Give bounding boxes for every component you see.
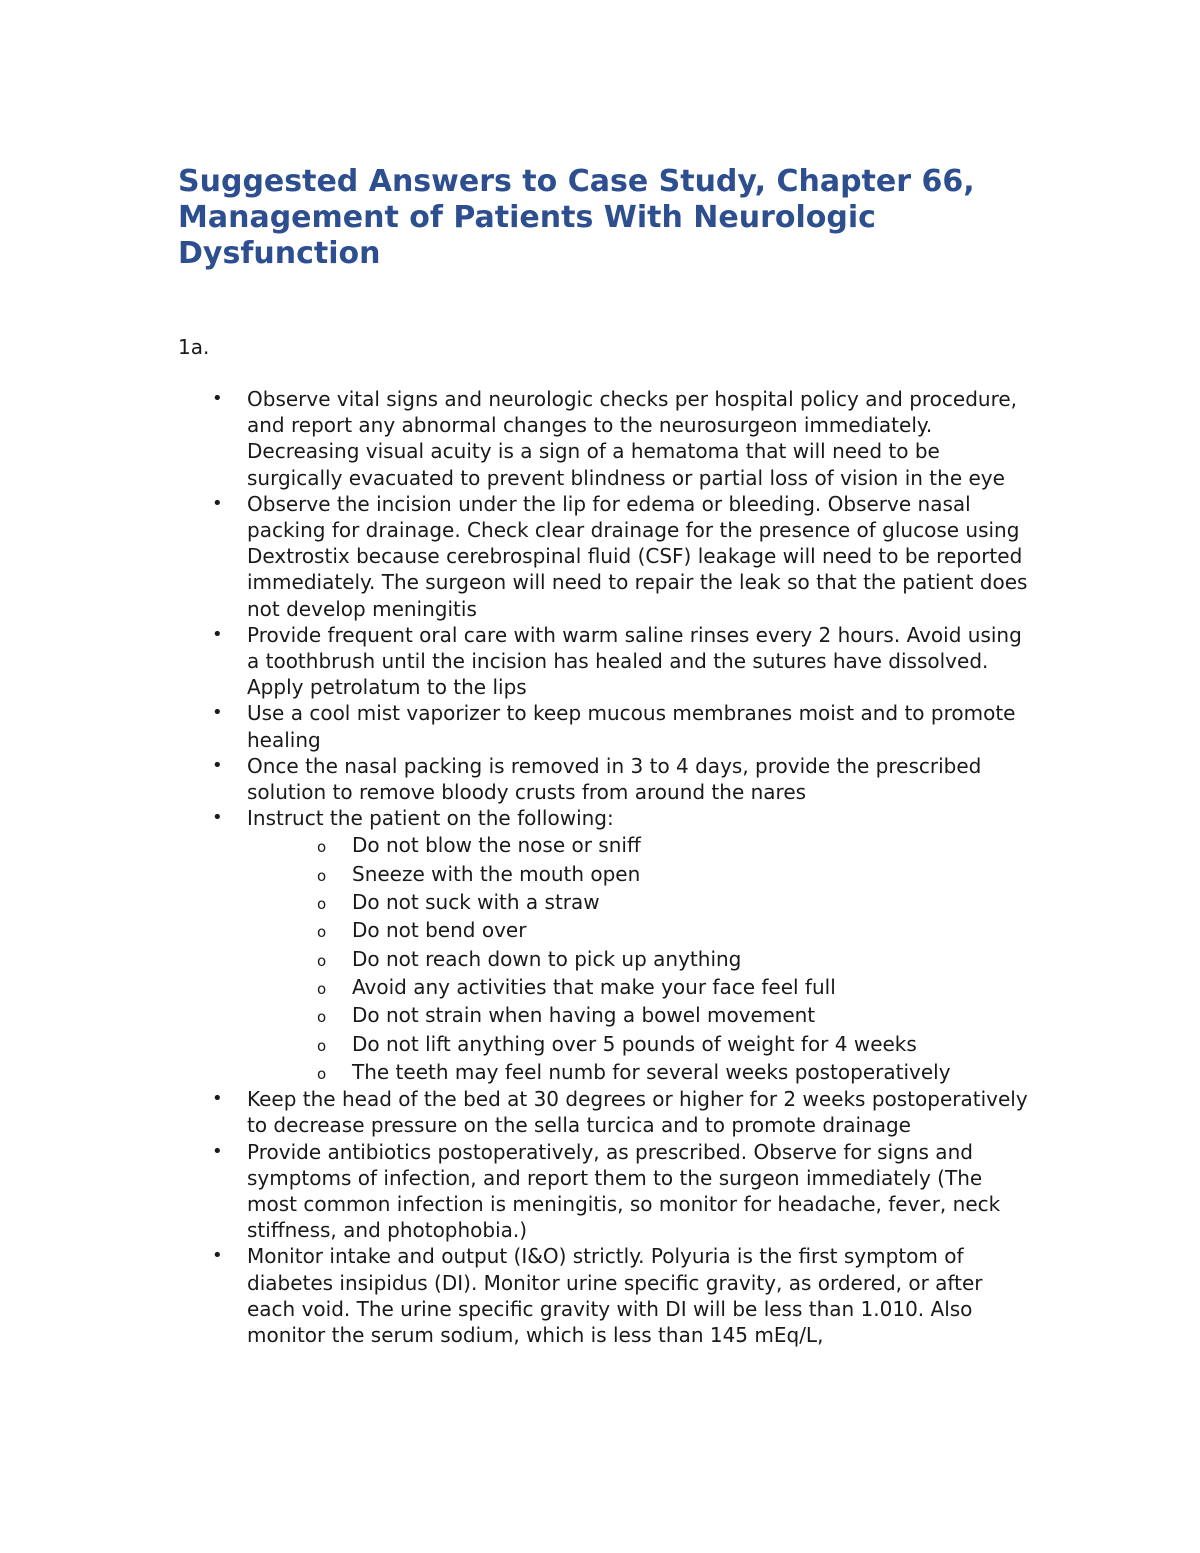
circle-bullet-icon: o <box>317 979 327 998</box>
sublist-item <box>317 973 1032 1001</box>
list-item-text: Observe the incision under the lip for edema or bleeding. Observe nasal packing for drainage. Check clear drainage for the presence of glucose using Dextrostix because cerebrospinal fluid (CSF) leakage will need to be reported immediately. The surgeon will need to repair the leak so that the patient does not develop meningitis <box>247 491 1028 621</box>
list-item <box>212 700 1032 752</box>
sublist-item-text: Do not reach down to pick up anything <box>352 946 742 971</box>
list-item-text: Provide antibiotics postoperatively, as prescribed. Observe for signs and symptoms of infection, and report them to the surgeon immediately (The most common infection is meningitis, so monitor for headache, fever, neck stiffness, and photophobia.) <box>247 1139 1001 1243</box>
list-item-text: Use a cool mist vaporizer to keep mucous membranes moist and to promote healing <box>247 701 1016 752</box>
bullet-icon: • <box>212 754 223 776</box>
bullet-icon: • <box>212 702 223 724</box>
bullet-icon: • <box>212 1140 223 1162</box>
circle-bullet-icon: o <box>317 838 327 857</box>
bullet-icon: • <box>212 1245 223 1267</box>
bullet-icon: • <box>212 1088 223 1110</box>
document-title: Suggested Answers to Case Study, Chapter 66, Management of Patients With Neurologic Dysfunction <box>178 164 975 271</box>
sublist-item-text: Avoid any activities that make your face feel full <box>352 974 836 999</box>
sublist-item <box>317 1030 1032 1058</box>
list-item <box>212 622 1032 701</box>
sublist-item <box>317 888 1032 916</box>
list-item <box>212 805 1032 1086</box>
circle-bullet-icon: o <box>317 866 327 885</box>
sublist-item-text: Sneeze with the mouth open <box>352 861 641 886</box>
bullet-icon: • <box>212 623 223 645</box>
bullet-icon: • <box>212 807 223 829</box>
list-item <box>212 491 1032 622</box>
sublist-item-text: Do not lift anything over 5 pounds of weight for 4 weeks <box>352 1031 917 1056</box>
circle-bullet-icon: o <box>317 895 327 914</box>
sublist-item <box>317 831 1032 859</box>
circle-bullet-icon: o <box>317 1064 327 1083</box>
list-item <box>212 753 1032 805</box>
circle-bullet-icon: o <box>317 951 327 970</box>
sublist-item-text: Do not strain when having a bowel movement <box>352 1003 816 1028</box>
circle-bullet-icon: o <box>317 1036 327 1055</box>
list-item <box>212 1243 1032 1348</box>
list-item <box>212 1139 1032 1244</box>
bullet-icon: • <box>212 388 223 409</box>
sublist-item <box>317 1001 1032 1029</box>
list-item-text: Instruct the patient on the following: <box>247 806 614 831</box>
sublist-item-text: The teeth may feel numb for several weeks postoperatively <box>352 1059 951 1084</box>
sublist-item-text: Do not blow the nose or sniff <box>352 833 641 858</box>
list-item-text: Monitor intake and output (I&O) strictly. Polyuria is the first symptom of diabetes insipidus (DI). Monitor urine specific gravity, as ordered, or after each void. The urine specific gravity with DI will be less than 1.010. Also monitor the serum sodium, which is less than 145 mEq/L, <box>247 1244 983 1347</box>
list-item-text: Keep the head of the bed at 30 degrees or higher for 2 weeks postoperatively to decrease pressure on the sella turcica and to promote drainage <box>247 1087 1028 1138</box>
sublist-item-text: Do not bend over <box>352 918 527 943</box>
sublist-item <box>317 1058 1032 1086</box>
answer-list <box>212 386 1032 1348</box>
list-item-text: Provide frequent oral care with warm saline rinses every 2 hours. Avoid using a toothbrush until the incision has healed and the sutures have dissolved. Apply petrolatum to the lips <box>247 622 1022 700</box>
list-item <box>212 386 1032 491</box>
section-label: 1a. <box>178 335 210 359</box>
circle-bullet-icon: o <box>317 923 327 942</box>
sublist-item <box>317 860 1032 888</box>
sublist-item <box>317 916 1032 944</box>
bullet-icon: • <box>212 492 223 514</box>
circle-bullet-icon: o <box>317 1008 327 1027</box>
list-item <box>212 1086 1032 1138</box>
sublist-item <box>317 945 1032 973</box>
sublist-item-text: Do not suck with a straw <box>352 890 600 915</box>
list-item-text: Once the nasal packing is removed in 3 to 4 days, provide the prescribed solution to remove bloody crusts from around the nares <box>247 753 982 805</box>
list-item-text: Observe vital signs and neurologic checks per hospital policy and procedure, and report any abnormal changes to the neurosurgeon immediately. Decreasing visual acuity is a sign of a hematoma that will need to be surgically evacuated to prevent blindness or partial loss of vision in the eye <box>247 387 1018 490</box>
instruction-sublist <box>247 831 1032 1086</box>
